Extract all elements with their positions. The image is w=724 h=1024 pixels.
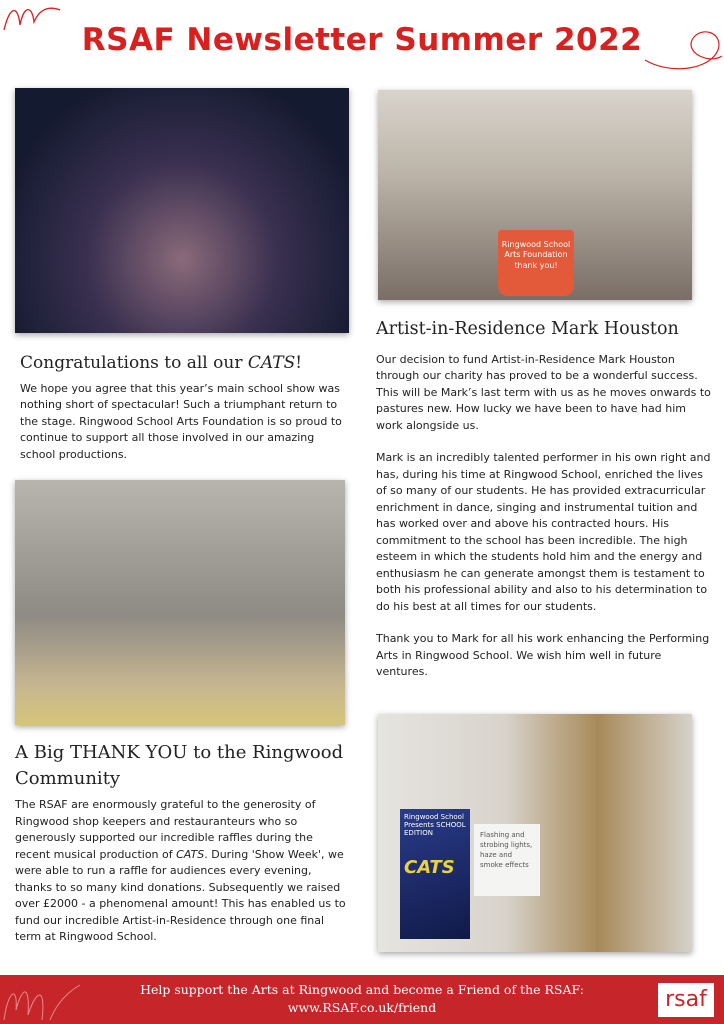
- warning-sign: Flashing and strobing lights, haze and smoke effects: [474, 824, 540, 896]
- mark-houston-photo: [378, 714, 692, 952]
- rsaf-logo: rsaf: [658, 983, 714, 1017]
- thanks-heading: A Big THANK YOU to the Ringwood Community: [15, 742, 344, 789]
- charity-bucket: [498, 230, 574, 296]
- artist-paragraph: Our decision to fund Artist-in-Residence Mark Houston through our charity has proved to be a wonderful success. This will be Mark’s last term with us as he moves onwards to pastures new. How lucky we have been to have had him work alongside us.: [376, 352, 711, 432]
- friend-link[interactable]: www.RSAF.co.uk/friend: [287, 1000, 437, 1015]
- artist-section: [376, 318, 711, 681]
- footer-banner: [0, 975, 724, 1024]
- footer-text: [0, 981, 724, 1017]
- page-title: RSAF Newsletter Summer 2022: [81, 22, 643, 58]
- thanks-section: [15, 740, 350, 946]
- cats-heading: Congratulations to all our CATS!: [20, 353, 303, 373]
- raffle-volunteers-photo: [15, 480, 345, 725]
- thanks-body: The RSAF are enormously grateful to the generosity of Ringwood shop keepers and restauranteurs who so generously supported our incredible raffles during the recent musical production of CATS. During 'Show Week', we were able to run a raffle for audiences every evening, thanks to so many kind donations. Subsequently we raised over £2000 - a phenomenal amount! This has enabled us to fund our incredible Artist-in-Residence through one final term at Ringwood School.: [15, 798, 346, 943]
- cats-body: We hope you agree that this year’s main school show was nothing short of spectacular! Such a triumphant return to the stage. Ringwood School Arts Foundation is so proud to continue to support all those involved in our amazing school productions.: [20, 381, 342, 461]
- performers-photo: [378, 90, 692, 300]
- cats-section: [20, 352, 350, 463]
- footer-cta: Help support the Arts at Ringwood and become a Friend of the RSAF:: [140, 982, 584, 997]
- artist-paragraph: Thank you to Mark for all his work enhancing the Performing Arts in Ringwood School. We wish him well in future ventures.: [376, 632, 710, 679]
- bucket-text: Ringwood School Arts Foundation: [501, 240, 571, 260]
- artist-heading: Artist-in-Residence Mark Houston: [376, 319, 679, 339]
- cats-poster: Ringwood School Presents SCHOOL EDITION CATS: [400, 809, 470, 939]
- cats-cast-photo: [15, 88, 349, 333]
- artist-paragraph: Mark is an incredibly talented performer in his own right and has, during his time at Ringwood School, enriched the lives of so many of our students. He has provided extracurricular enrichment in dance, singing and instrumental tuition and has worked over and above his contracted hours. His commitment to the school has been incredible. The high esteem in which the students hold him and the energy and enthusiasm he can generate amongst them is testament to both his professional ability and also to his determination to do his best at all times for our students.: [376, 451, 711, 613]
- bucket-thanks: thank you!: [514, 260, 558, 270]
